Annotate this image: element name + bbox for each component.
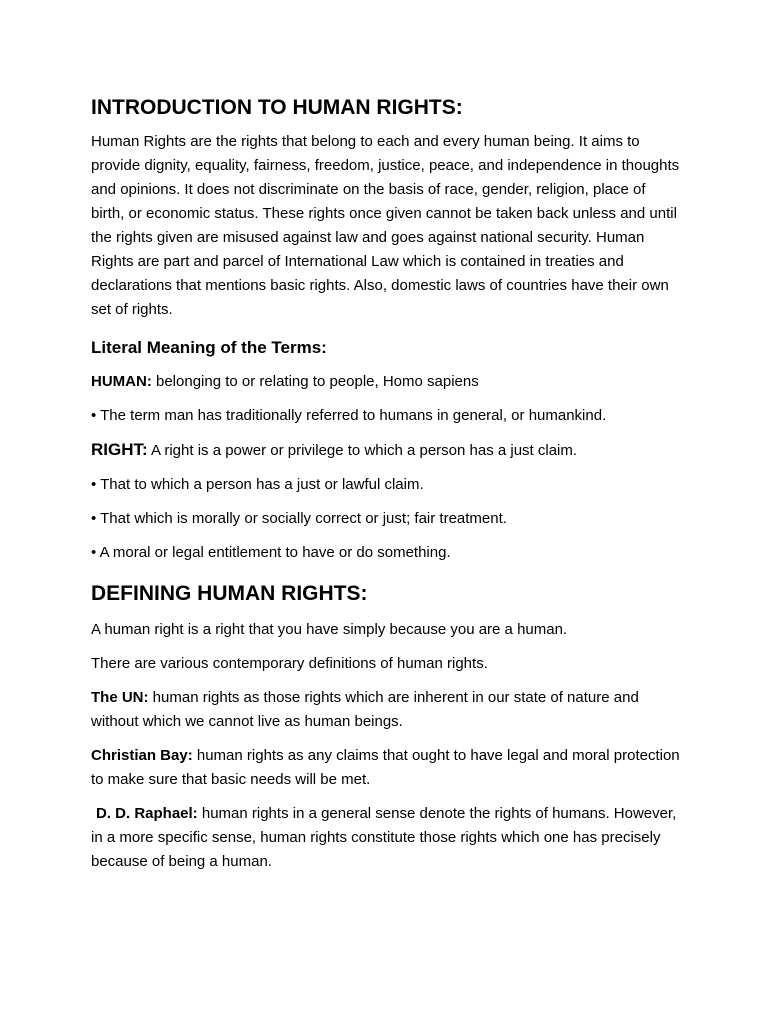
right-definition-text: A right is a power or privilege to which a person has a just claim. xyxy=(147,442,578,459)
intro-paragraph: Human Rights are the rights that belong to each and every human being. It aims to provide dignity, equality, fairness, freedom, justice, peace, and independence in thoughts and opinions. It does not discriminate on the basis of race, gender, religion, place of birth, or economic status. These rights once given cannot be taken back unless and until the rights given are misused against law and goes against national security. Human Rights are part and parcel of International Law which is contained in treaties and declarations that mentions basic rights. Also, domestic laws of countries have their own set of rights. xyxy=(91,133,680,318)
right-bullet-1: • That to which a person has a just or lawful claim. xyxy=(91,476,424,493)
definition-un xyxy=(91,686,680,734)
definition-source: The UN: xyxy=(91,689,149,706)
defining-heading: DEFINING HUMAN RIGHTS: xyxy=(91,582,368,605)
defining-line-1: A human right is a right that you have simply because you are a human. xyxy=(91,621,568,638)
definition-text: human rights in a general sense denote the rights of humans. However, in a more specific sense, human rights constitute those rights which one has precisely because of being a human. xyxy=(91,805,677,870)
right-definition xyxy=(91,438,680,463)
definition-text: human rights as any claims that ought to have legal and moral protection to make sure that basic needs will be met. xyxy=(91,747,680,788)
human-term: HUMAN: xyxy=(91,373,152,390)
right-bullet-2: • That which is morally or socially correct or just; fair treatment. xyxy=(91,510,507,527)
defining-line-2: There are various contemporary definitions of human rights. xyxy=(91,655,488,672)
definition-source: D. D. Raphael: xyxy=(96,805,198,822)
definition-dd-raphael xyxy=(91,802,680,874)
human-definition-text: belonging to or relating to people, Homo sapiens xyxy=(151,373,479,390)
definition-text: human rights as those rights which are inherent in our state of nature and without which we cannot live as human beings. xyxy=(91,689,639,730)
intro-heading: INTRODUCTION TO HUMAN RIGHTS: xyxy=(91,96,463,119)
human-bullet-1: • The term man has traditionally referred to humans in general, or humankind. xyxy=(91,407,607,424)
literal-meaning-heading: Literal Meaning of the Terms: xyxy=(91,338,327,357)
right-bullet-3: • A moral or legal entitlement to have or do something. xyxy=(91,544,451,561)
definition-source: Christian Bay: xyxy=(91,747,193,764)
definition-christian-bay xyxy=(91,744,680,792)
human-definition xyxy=(91,370,680,394)
right-term: RIGHT: xyxy=(91,440,148,459)
